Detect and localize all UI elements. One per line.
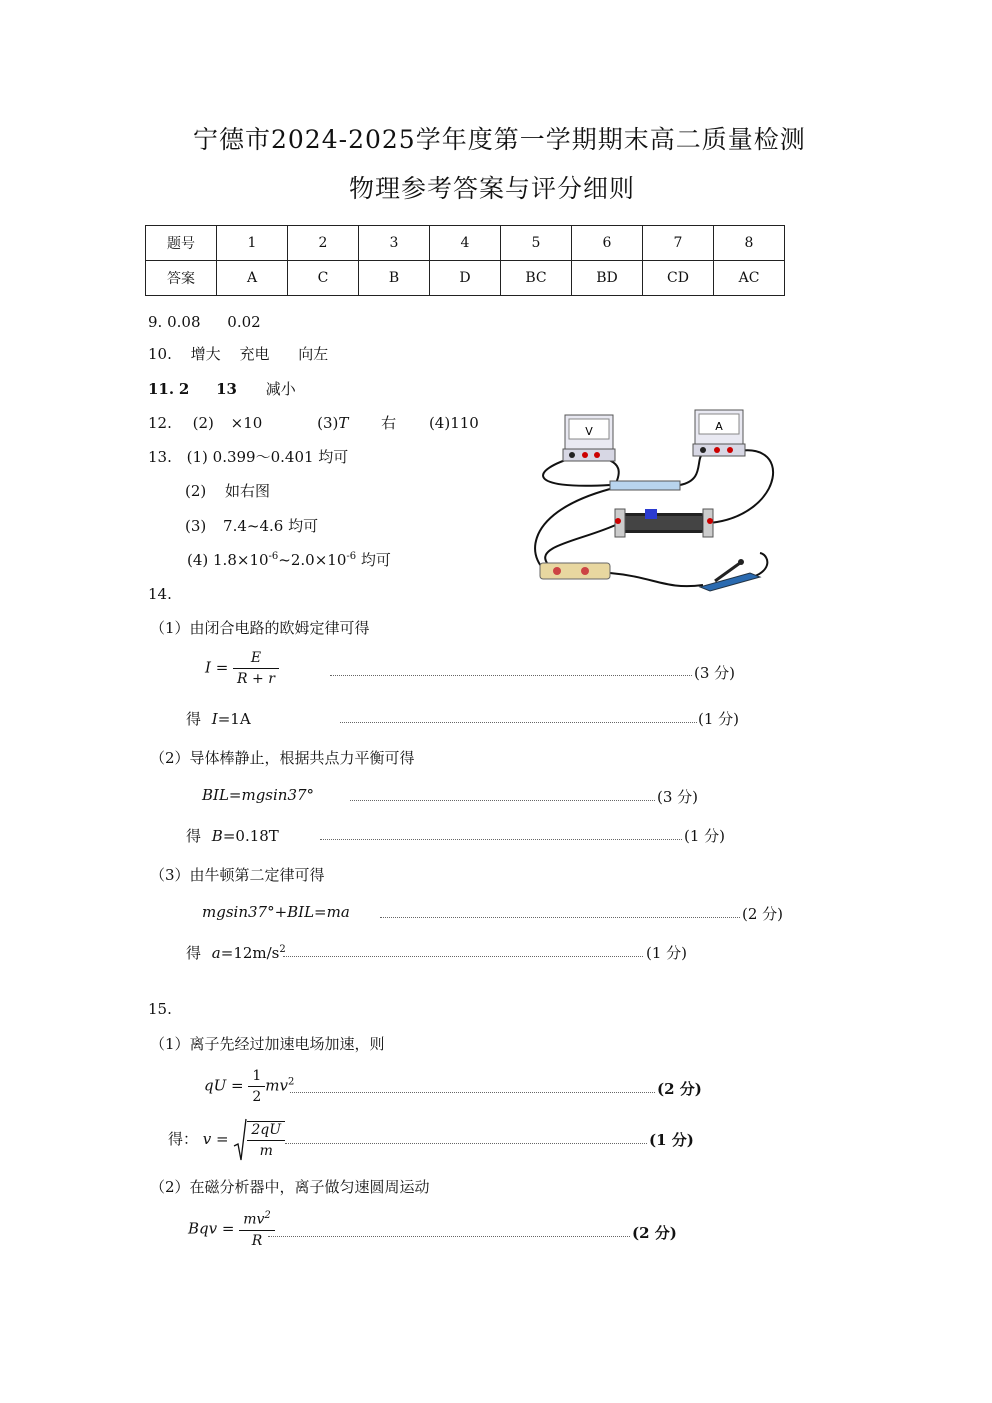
q15-f1-sup: 2 bbox=[288, 1076, 295, 1088]
q14-r2-score: (1 分) bbox=[684, 827, 726, 845]
table-row bbox=[146, 226, 785, 261]
q10-answer-2: 充电 bbox=[239, 345, 270, 363]
battery bbox=[540, 563, 610, 579]
q14-f1-score: (3 分) bbox=[694, 664, 736, 682]
q12-part-2: (2) bbox=[192, 414, 214, 432]
q15-step-2: （2）在磁分析器中，离子做匀速圆周运动 bbox=[150, 1178, 430, 1196]
q14-result-2 bbox=[186, 825, 279, 846]
q14-result-3 bbox=[186, 942, 286, 963]
q11-answer-1: 2 bbox=[178, 380, 190, 398]
q14-step-3: （3）由牛顿第二定律可得 bbox=[150, 866, 325, 884]
q14-f1-lhs: I = bbox=[205, 658, 229, 677]
leader-dots bbox=[290, 1092, 655, 1093]
q13-part-1: (1) 0.399～0.401 均可 bbox=[186, 448, 349, 466]
q15-formula-1 bbox=[204, 1068, 294, 1105]
leader-dots bbox=[320, 839, 682, 840]
q14-r1-c: =1A bbox=[217, 710, 251, 728]
q15-f1-rhs: mv bbox=[265, 1076, 288, 1095]
q15-f2-score: (2 分) bbox=[632, 1224, 677, 1242]
leader-dots bbox=[380, 917, 740, 918]
table-header-cell: 题号 bbox=[146, 226, 217, 261]
q15-f1-score: (2 分) bbox=[657, 1080, 702, 1098]
q10-label: 10. bbox=[148, 345, 172, 363]
q13-part-4c: 均可 bbox=[356, 551, 391, 569]
q15-f2-lhs: Bqv = bbox=[188, 1219, 235, 1238]
q14-r3-c: =12m/s bbox=[220, 944, 280, 962]
q11-line bbox=[148, 378, 296, 399]
q12-label: 12. bbox=[148, 414, 172, 432]
q9-line bbox=[148, 313, 261, 331]
sqrt-icon bbox=[233, 1118, 247, 1162]
q15-formula-2 bbox=[188, 1210, 275, 1249]
q13-line-2 bbox=[185, 480, 270, 501]
switch bbox=[700, 559, 760, 591]
q14-r3-sup: 2 bbox=[279, 944, 286, 955]
table-cell: 4 bbox=[430, 226, 501, 261]
q15-f1-fraction bbox=[248, 1068, 265, 1105]
q14-f2-score: (3 分) bbox=[657, 788, 699, 806]
q15-f2-den: R bbox=[251, 1232, 263, 1249]
q15-f2-fraction bbox=[239, 1210, 275, 1249]
q15-f2-num: mv bbox=[243, 1211, 265, 1228]
answer-table bbox=[145, 225, 785, 296]
leader-dots bbox=[283, 956, 643, 957]
q14-result-1 bbox=[186, 708, 251, 729]
q9-answer-1: 0.08 bbox=[167, 313, 201, 331]
q15-f2-num-wrap bbox=[239, 1210, 275, 1231]
q13-part-3-answer: 7.4~4.6 均可 bbox=[223, 517, 319, 535]
q14-r2-b: B bbox=[211, 827, 223, 845]
q13-line-3 bbox=[185, 515, 318, 536]
table-cell: B bbox=[359, 261, 430, 296]
table-cell: 8 bbox=[714, 226, 785, 261]
q10-answer-1: 增大 bbox=[190, 345, 221, 363]
table-row bbox=[146, 261, 785, 296]
table-cell: AC bbox=[714, 261, 785, 296]
table-cell: CD bbox=[643, 261, 714, 296]
q13-part-2-label: (2) bbox=[185, 482, 207, 500]
q10-answer-3: 向左 bbox=[298, 345, 329, 363]
q12-part-4: (4)110 bbox=[428, 414, 479, 432]
table-cell: BC bbox=[501, 261, 572, 296]
voltmeter-label: V bbox=[585, 425, 593, 438]
table-cell: 6 bbox=[572, 226, 643, 261]
q15-r1-score: (1 分) bbox=[649, 1131, 694, 1149]
leader-dots bbox=[330, 675, 692, 676]
q15-f1-num: 1 bbox=[248, 1068, 265, 1087]
q15-f1-den: 2 bbox=[252, 1089, 262, 1105]
table-header-cell: 答案 bbox=[146, 261, 217, 296]
leader-dots bbox=[340, 722, 697, 723]
ammeter-label: A bbox=[715, 420, 723, 433]
table-cell: C bbox=[288, 261, 359, 296]
leader-dots bbox=[268, 1236, 630, 1237]
q13-line-1 bbox=[148, 446, 348, 467]
q14-formula-3: mgsin37°+BIL=ma bbox=[202, 903, 350, 921]
q15-result-1 bbox=[168, 1118, 285, 1162]
table-cell: D bbox=[430, 261, 501, 296]
voltmeter bbox=[563, 415, 615, 461]
table-cell: 7 bbox=[643, 226, 714, 261]
q14-f1-fraction bbox=[233, 650, 279, 687]
q14-r2-a: 得 bbox=[186, 827, 202, 845]
leader-dots bbox=[285, 1143, 647, 1144]
leader-dots bbox=[350, 800, 655, 801]
q13-part-4b: ~2.0×10 bbox=[278, 551, 347, 569]
q11-answer-3: 减小 bbox=[265, 380, 296, 398]
q14-r3-score: (1 分) bbox=[646, 944, 688, 962]
q10-line bbox=[148, 343, 328, 364]
page-subtitle: 物理参考答案与评分细则 bbox=[349, 174, 636, 203]
q14-label: 14. bbox=[148, 585, 172, 603]
q14-r2-c: =0.18T bbox=[222, 827, 279, 845]
q14-f1-num: E bbox=[233, 650, 279, 669]
q14-f3-score: (2 分) bbox=[742, 905, 784, 923]
q13-part-2-answer: 如右图 bbox=[225, 482, 271, 500]
wire bbox=[680, 453, 703, 485]
wire bbox=[710, 450, 773, 523]
q14-formula-2: BIL=mgsin37° bbox=[202, 786, 315, 804]
q12-line bbox=[148, 412, 479, 433]
wire bbox=[545, 523, 620, 563]
q15-r1-a: 得： bbox=[168, 1130, 199, 1148]
table-cell: A bbox=[217, 261, 288, 296]
q15-r1-fraction bbox=[247, 1121, 285, 1159]
q14-r1-b: I bbox=[211, 710, 218, 728]
q15-r1-den: m bbox=[259, 1143, 273, 1159]
q15-label: 15. bbox=[148, 1000, 172, 1018]
table-cell: 5 bbox=[501, 226, 572, 261]
table-cell: 1 bbox=[217, 226, 288, 261]
q14-r3-b: a bbox=[211, 944, 221, 962]
q11-answer-2: 13 bbox=[216, 380, 237, 398]
ammeter bbox=[693, 410, 745, 456]
q15-f1-lhs: qU = bbox=[204, 1076, 244, 1095]
q12-part-3: (3) bbox=[317, 414, 339, 432]
q11-label: 11. bbox=[148, 380, 175, 398]
q14-step-2: （2）导体棒静止，根据共点力平衡可得 bbox=[150, 749, 415, 767]
table-cell: 3 bbox=[359, 226, 430, 261]
q13-part-4a: (4) 1.8×10 bbox=[187, 551, 269, 569]
page-title: 宁德市2024-2025学年度第一学期期末高二质量检测 bbox=[193, 125, 806, 154]
q15-r1-num: 2qU bbox=[247, 1122, 285, 1141]
circuit-figure bbox=[525, 405, 785, 595]
resistance-wire bbox=[610, 481, 680, 490]
q13-exp-2: -6 bbox=[346, 551, 357, 562]
q15-step-1: （1）离子先经过加速电场加速，则 bbox=[150, 1035, 385, 1053]
q13-exp-1: -6 bbox=[268, 551, 279, 562]
q13-line-4 bbox=[187, 549, 391, 570]
q14-step-1: （1）由闭合电路的欧姆定律可得 bbox=[150, 619, 370, 637]
q14-r3-a: 得 bbox=[186, 944, 202, 962]
q12-answer-3a: T bbox=[338, 414, 349, 432]
q12-answer-3b: 右 bbox=[381, 414, 397, 432]
q13-label: 13. bbox=[148, 448, 172, 466]
rheostat bbox=[615, 509, 713, 537]
q14-formula-1 bbox=[205, 650, 279, 687]
q9-label: 9. bbox=[148, 313, 163, 331]
q13-part-3-label: (3) bbox=[185, 517, 207, 535]
q14-f1-den: R + r bbox=[237, 671, 275, 687]
table-cell: BD bbox=[572, 261, 643, 296]
table-cell: 2 bbox=[288, 226, 359, 261]
wire bbox=[610, 573, 703, 586]
q14-r1-a: 得 bbox=[186, 710, 202, 728]
q15-r1-b: v = bbox=[202, 1130, 229, 1148]
q9-answer-2: 0.02 bbox=[227, 313, 261, 331]
q14-r1-score: (1 分) bbox=[698, 710, 740, 728]
q15-f2-sup: 2 bbox=[264, 1210, 271, 1221]
q12-answer-2: ×10 bbox=[230, 414, 263, 432]
